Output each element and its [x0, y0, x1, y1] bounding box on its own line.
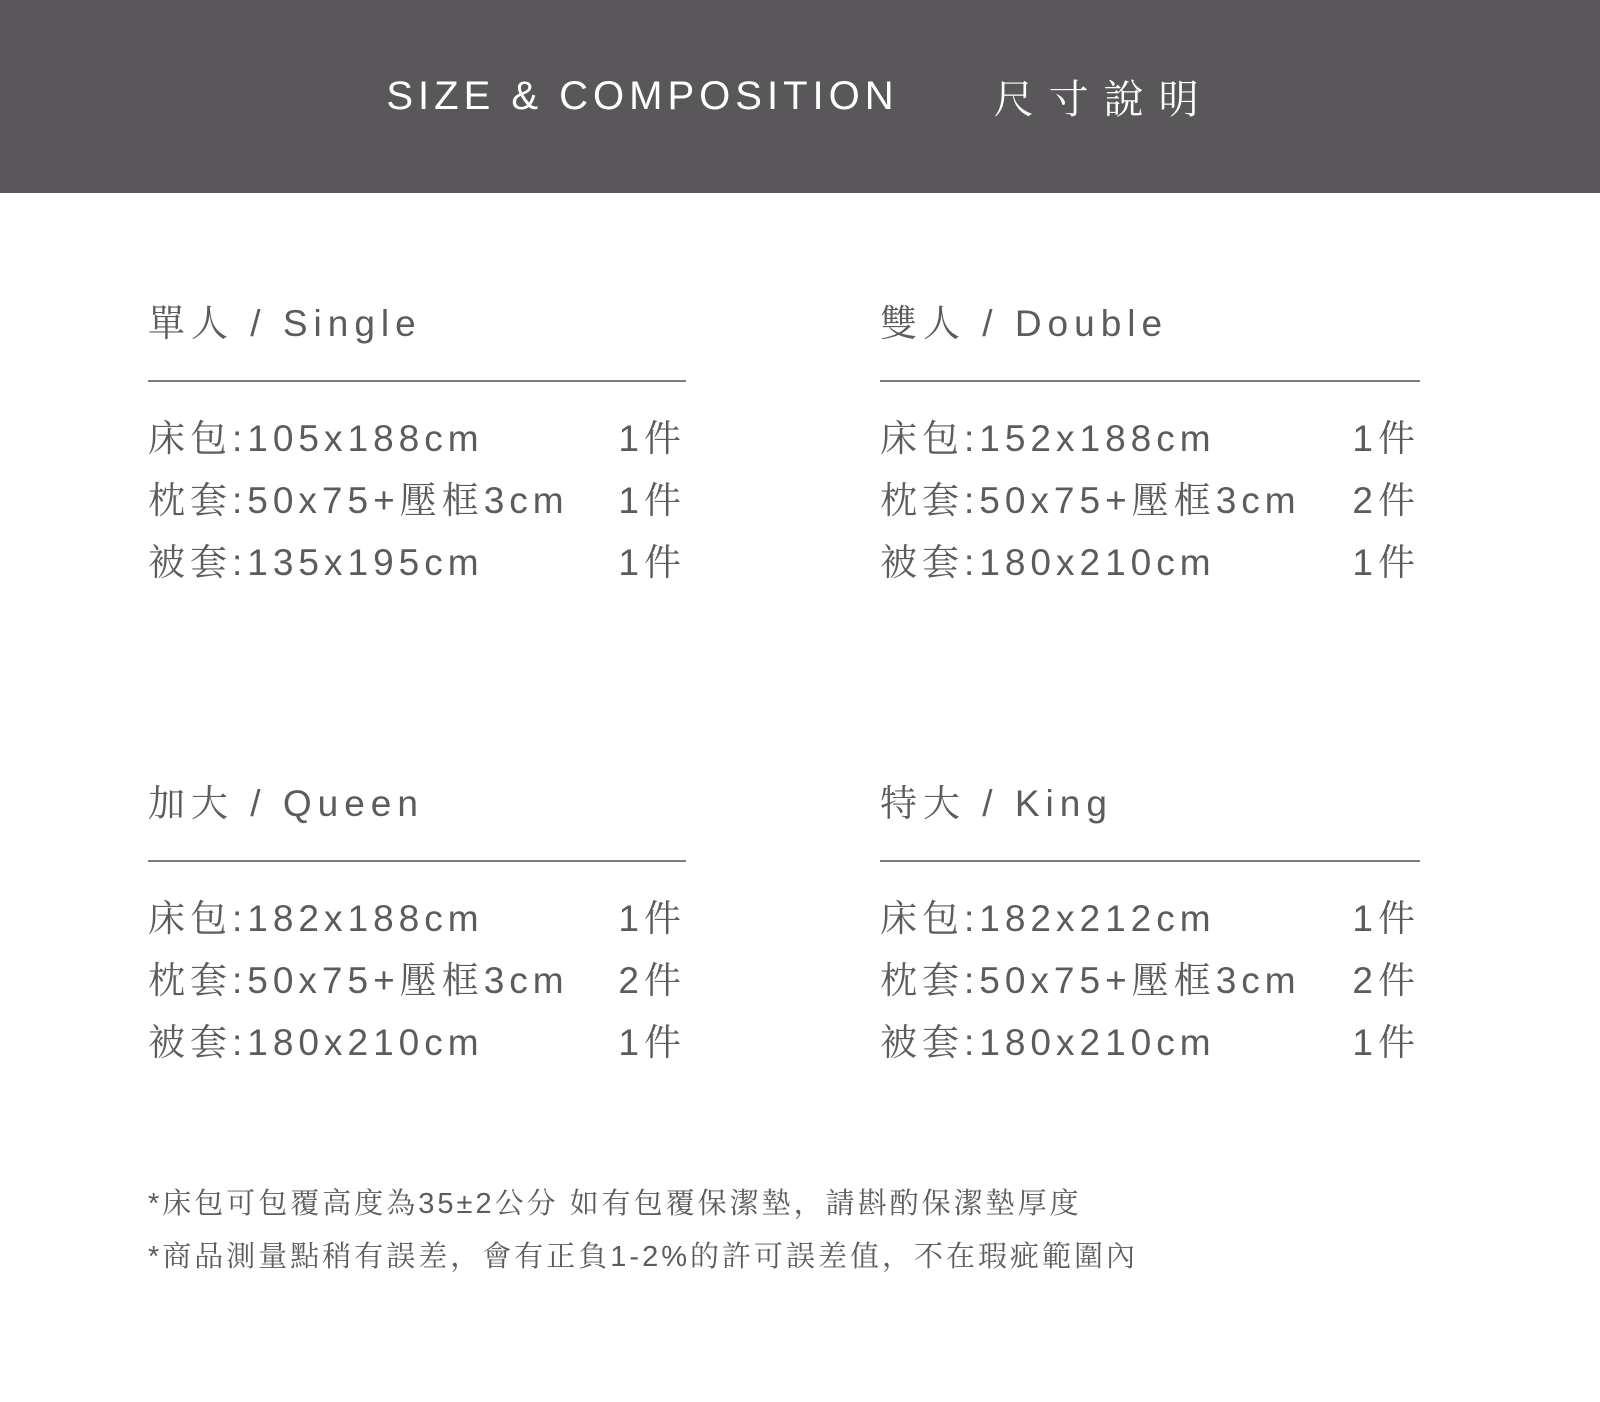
size-section-title: 特大 / King: [880, 783, 1113, 824]
spec-label: 枕套:50x75+壓框3cm: [880, 480, 1301, 521]
spec-label: 床包:152x188cm: [880, 418, 1216, 459]
size-section-title: 雙人 / Double: [880, 303, 1169, 344]
spec-label: 枕套:50x75+壓框3cm: [148, 480, 569, 521]
spec-label: 枕套:50x75+壓框3cm: [148, 960, 569, 1001]
size-section-single: [148, 302, 686, 590]
size-section-title: 單人 / Single: [148, 303, 422, 344]
size-section-king: [880, 782, 1420, 1070]
size-section-double: [880, 302, 1420, 590]
spec-row: [880, 1008, 1420, 1070]
header-bar: [0, 0, 1600, 193]
spec-label: 被套:180x210cm: [880, 1022, 1216, 1063]
spec-qty: 1件: [1352, 898, 1420, 939]
spec-qty: 1件: [1352, 542, 1420, 583]
spec-rows: [148, 404, 686, 590]
spec-row: [880, 884, 1420, 946]
spec-qty: 1件: [618, 418, 686, 459]
spec-label: 床包:182x188cm: [148, 898, 484, 939]
spec-label: 被套:180x210cm: [880, 542, 1216, 583]
spec-label: 床包:105x188cm: [148, 418, 484, 459]
section-divider: [148, 380, 686, 382]
spec-row: [148, 884, 686, 946]
spec-qty: 1件: [618, 1022, 686, 1063]
spec-qty: 2件: [1352, 480, 1420, 521]
size-sections-grid: [148, 302, 1600, 1070]
header-title-zh: 尺寸說明: [993, 78, 1214, 122]
spec-row: [880, 466, 1420, 528]
spec-label: 床包:182x212cm: [880, 898, 1216, 939]
section-divider: [148, 860, 686, 862]
spec-rows: [148, 884, 686, 1070]
spec-row: [880, 404, 1420, 466]
spec-qty: 1件: [1352, 1022, 1420, 1063]
spec-row: [148, 946, 686, 1008]
section-divider: [880, 860, 1420, 862]
section-divider: [880, 380, 1420, 382]
size-section-title: 加大 / Queen: [148, 783, 424, 824]
spec-label: 被套:135x195cm: [148, 542, 484, 583]
spec-row: [148, 466, 686, 528]
size-chart: [0, 302, 1600, 1277]
spec-row: [880, 946, 1420, 1008]
spec-qty: 1件: [618, 542, 686, 583]
footnote-1: *床包可包覆高度為35±2公分 如有包覆保潔墊，請斟酌保潔墊厚度: [148, 1188, 1082, 1220]
footnotes: [148, 1184, 1600, 1277]
header-title-en: SIZE & COMPOSITION: [386, 74, 899, 118]
spec-row: [880, 528, 1420, 590]
spec-rows: [880, 404, 1420, 590]
spec-qty: 1件: [618, 480, 686, 521]
spec-qty: 2件: [1352, 960, 1420, 1001]
spec-row: [148, 528, 686, 590]
spec-qty: 2件: [618, 960, 686, 1001]
footnote-2: *商品測量點稍有誤差，會有正負1-2%的許可誤差值，不在瑕疵範圍內: [148, 1241, 1138, 1273]
spec-row: [148, 404, 686, 466]
spec-label: 被套:180x210cm: [148, 1022, 484, 1063]
spec-qty: 1件: [618, 898, 686, 939]
spec-label: 枕套:50x75+壓框3cm: [880, 960, 1301, 1001]
spec-rows: [880, 884, 1420, 1070]
spec-row: [148, 1008, 686, 1070]
spec-qty: 1件: [1352, 418, 1420, 459]
size-section-queen: [148, 782, 686, 1070]
